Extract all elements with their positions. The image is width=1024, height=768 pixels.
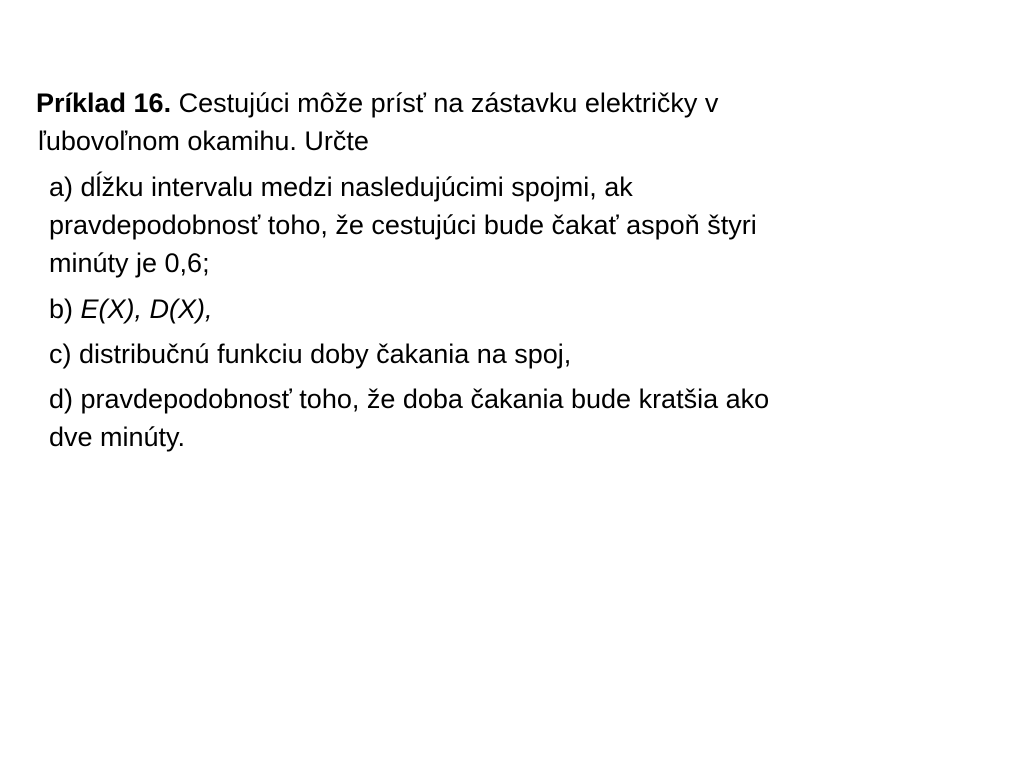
item-b (49, 290, 996, 328)
intro-text-line2: ľubovoľnom okamihu. Určte (38, 126, 369, 156)
item-a-line3: minúty je 0,6; (49, 248, 210, 278)
item-d-line1: d) pravdepodobnosť toho, že doba čakania bude kratšia ako (49, 384, 770, 414)
slide-content (36, 84, 996, 456)
item-a (49, 168, 996, 282)
intro-text-line1: Cestujúci môže prísť na zástavku električky v (178, 88, 719, 118)
item-d-line2: dve minúty. (49, 422, 186, 452)
item-b-prefix: b) (49, 294, 74, 324)
item-d (49, 380, 996, 456)
item-a-line1: a) dĺžku intervalu medzi nasledujúcimi spojmi, ak (49, 172, 633, 202)
exercise-label: Príklad 16. (36, 88, 172, 118)
exercise-intro (36, 84, 996, 160)
item-c-text: c) distribučnú funkciu doby čakania na spoj, (49, 339, 572, 369)
item-b-math: E(X), D(X), (80, 294, 213, 324)
item-a-line2: pravdepodobnosť toho, že cestujúci bude čakať aspoň štyri (49, 210, 757, 240)
item-c (49, 335, 996, 373)
